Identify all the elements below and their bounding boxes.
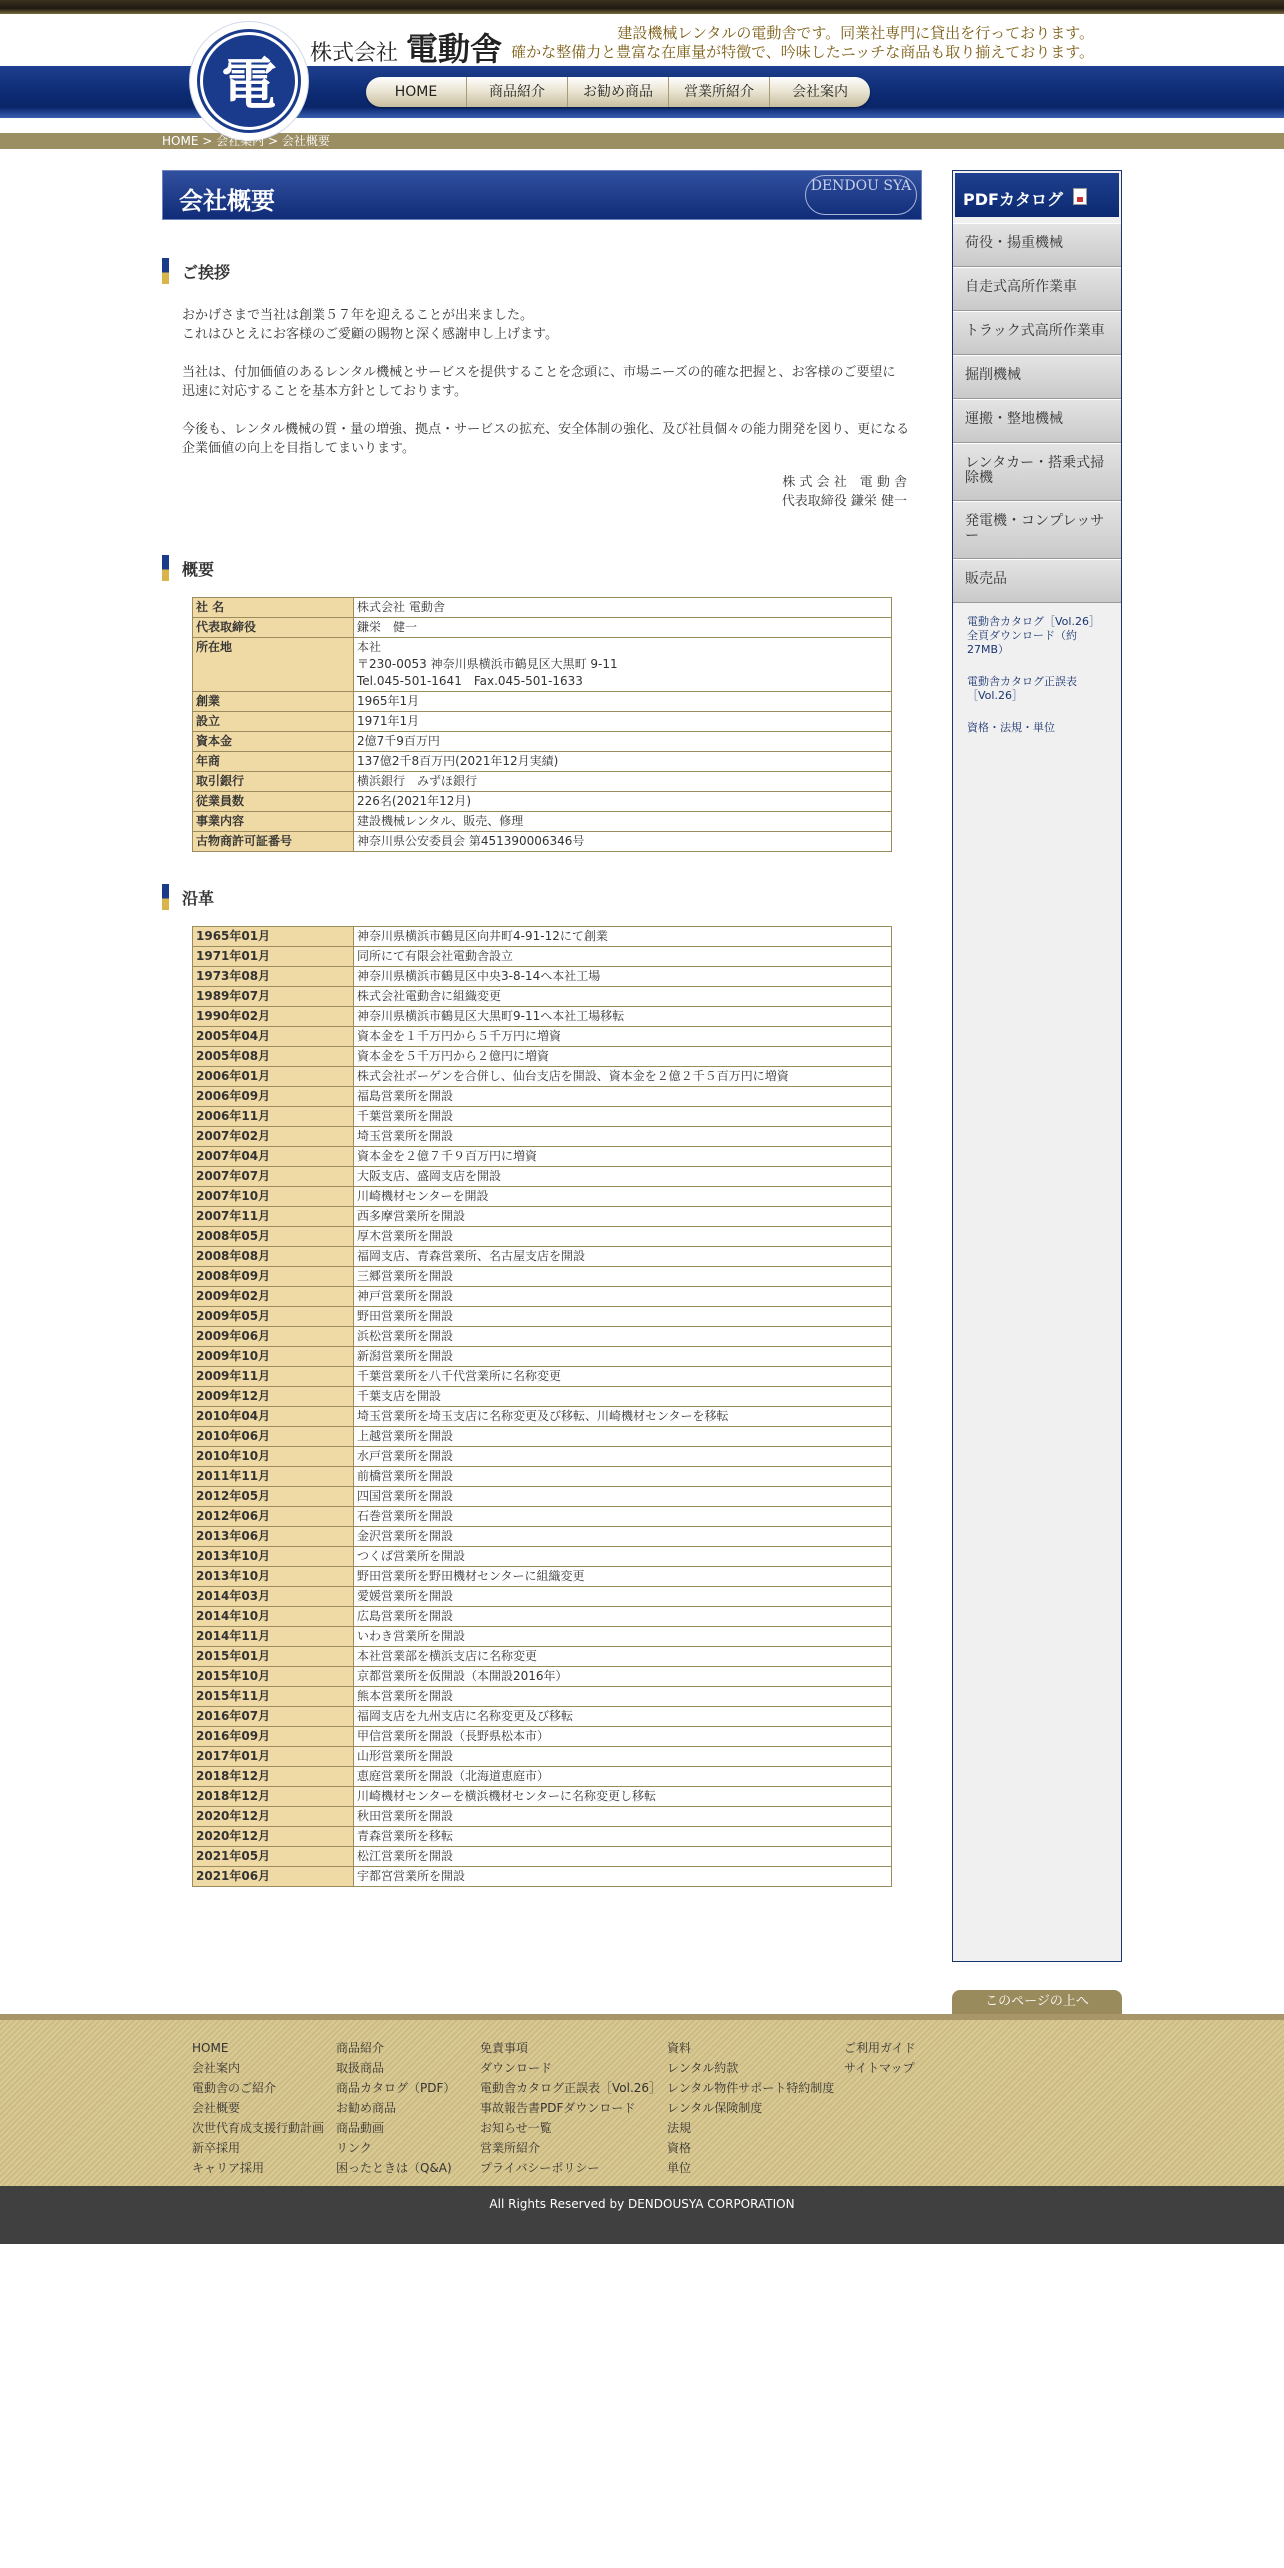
history-date: 2009年12月 xyxy=(193,1387,354,1407)
breadcrumb-home[interactable]: HOME xyxy=(162,134,199,148)
footer-link[interactable]: 資格 xyxy=(667,2141,692,2155)
history-row xyxy=(193,1607,892,1627)
footer-link[interactable]: お知らせ一覧 xyxy=(480,2121,552,2135)
history-row xyxy=(193,1247,892,1267)
sidebar xyxy=(952,170,1122,1962)
history-date: 2012年05月 xyxy=(193,1487,354,1507)
history-event: 松江営業所を開設 xyxy=(354,1847,892,1867)
overview-value: 株式会社 電動舎 xyxy=(354,598,892,618)
history-row xyxy=(193,1427,892,1447)
history-event: 同所にて有限会社電動舎設立 xyxy=(354,947,892,967)
footer-column xyxy=(192,2038,324,2178)
history-row xyxy=(193,1787,892,1807)
overview-row xyxy=(193,812,892,832)
history-event: 水戸営業所を開設 xyxy=(354,1447,892,1467)
history-date: 2010年04月 xyxy=(193,1407,354,1427)
overview-row xyxy=(193,752,892,772)
history-date: 1973年08月 xyxy=(193,967,354,987)
category-item[interactable]: 販売品 xyxy=(953,559,1121,603)
history-date: 1990年02月 xyxy=(193,1007,354,1027)
pdf-catalog-header[interactable] xyxy=(955,173,1119,217)
category-item[interactable]: 自走式高所作業車 xyxy=(953,267,1121,311)
errata-link[interactable]: 電動舎カタログ正誤表［Vol.26］ xyxy=(967,675,1077,702)
pdf-catalog-title: PDFカタログ xyxy=(963,190,1063,209)
overview-value: 1965年1月 xyxy=(354,692,892,712)
copyright-text: All Rights Reserved by DENDOUSYA CORPORATION xyxy=(489,2197,795,2211)
history-heading xyxy=(162,884,922,910)
history-row xyxy=(193,1507,892,1527)
history-date: 2014年10月 xyxy=(193,1607,354,1627)
history-date: 2007年07月 xyxy=(193,1167,354,1187)
history-event: 福岡支店を九州支店に名称変更及び移転 xyxy=(354,1707,892,1727)
page-top-button[interactable]: このページの上へ xyxy=(952,1990,1122,2014)
company-logo[interactable] xyxy=(190,22,308,140)
history-row xyxy=(193,1627,892,1647)
main-nav xyxy=(366,77,870,107)
overview-value: 137億2千8百万円(2021年12月実績) xyxy=(354,752,892,772)
history-event: 山形営業所を開設 xyxy=(354,1747,892,1767)
history-event: 神奈川県横浜市鶴見区大黒町9-11へ本社工場移転 xyxy=(354,1007,892,1027)
footer-link[interactable]: 事故報告書PDFダウンロード xyxy=(480,2101,636,2115)
history-date: 2016年09月 xyxy=(193,1727,354,1747)
history-row xyxy=(193,1707,892,1727)
history-event: 資本金を５千万円から２億円に増資 xyxy=(354,1047,892,1067)
history-row xyxy=(193,1467,892,1487)
history-event: 埼玉営業所を開設 xyxy=(354,1127,892,1147)
history-row xyxy=(193,1867,892,1887)
overview-value: 横浜銀行 みずほ銀行 xyxy=(354,772,892,792)
history-date: 2018年12月 xyxy=(193,1767,354,1787)
catalog-links xyxy=(953,603,1121,735)
breadcrumb xyxy=(162,134,330,148)
history-date: 1989年07月 xyxy=(193,987,354,1007)
footer-link[interactable]: サイトマップ xyxy=(844,2061,915,2075)
breadcrumb-separator: > xyxy=(202,134,213,148)
greeting-line: 企業価値の向上を目指してまいります。 xyxy=(182,441,415,456)
catalog-download-link[interactable]: 電動舎カタログ［Vol.26］全頁ダウンロード（約27MB） xyxy=(967,615,1100,656)
history-row xyxy=(193,967,892,987)
history-row xyxy=(193,1687,892,1707)
history-date: 2014年11月 xyxy=(193,1627,354,1647)
history-date: 2010年06月 xyxy=(193,1427,354,1447)
tagline xyxy=(511,24,1094,62)
greeting-paragraph xyxy=(182,420,912,458)
history-table xyxy=(192,926,892,1887)
company-name-main: 電動舎 xyxy=(406,30,503,68)
history-row xyxy=(193,1347,892,1367)
footer-link[interactable]: ご利用ガイド xyxy=(844,2041,916,2055)
history-date: 2013年10月 xyxy=(193,1567,354,1587)
history-event: 厚木営業所を開設 xyxy=(354,1227,892,1247)
history-row xyxy=(193,1487,892,1507)
overview-key: 設立 xyxy=(193,712,354,732)
breadcrumb-company[interactable]: 会社案内 xyxy=(216,134,265,148)
history-row xyxy=(193,1447,892,1467)
overview-key: 年商 xyxy=(193,752,354,772)
history-row xyxy=(193,947,892,967)
greeting-line: おかげさまで当社は創業５７年を迎えることが出来ました。 xyxy=(182,308,534,323)
history-date: 1965年01月 xyxy=(193,927,354,947)
history-row xyxy=(193,1007,892,1027)
greeting-heading-label: ご挨拶 xyxy=(182,263,231,282)
footer-link[interactable]: 資料 xyxy=(667,2041,692,2055)
history-row xyxy=(193,1527,892,1547)
history-event: いわき営業所を開設 xyxy=(354,1627,892,1647)
overview-value: 神奈川県公安委員会 第451390006346号 xyxy=(354,832,892,852)
footer-link[interactable]: 単位 xyxy=(667,2161,692,2175)
greeting-heading xyxy=(162,258,922,284)
overview-key: 創業 xyxy=(193,692,354,712)
top-strip xyxy=(0,0,1284,14)
history-event: 西多摩営業所を開設 xyxy=(354,1207,892,1227)
history-date: 2012年06月 xyxy=(193,1507,354,1527)
nav-band-lower xyxy=(0,108,1284,118)
page-title-bar xyxy=(162,170,922,220)
footer-link[interactable]: 会社概要 xyxy=(192,2101,241,2115)
history-date: 2010年10月 xyxy=(193,1447,354,1467)
greeting-line: これはひとえにお客様のご愛顧の賜物と深く感謝申し上げます。 xyxy=(182,327,558,342)
footer-link[interactable]: リンク xyxy=(336,2141,372,2155)
history-date: 2009年02月 xyxy=(193,1287,354,1307)
history-row xyxy=(193,1067,892,1087)
overview-row xyxy=(193,692,892,712)
overview-table xyxy=(192,597,892,852)
history-date: 2009年11月 xyxy=(193,1367,354,1387)
history-event: 三郷営業所を開設 xyxy=(354,1267,892,1287)
history-event: 千葉営業所を開設 xyxy=(354,1107,892,1127)
footer-link[interactable]: 法規 xyxy=(667,2121,692,2135)
nav-offices[interactable]: 営業所紹介 xyxy=(669,77,770,107)
footer-link[interactable]: 困ったときは（Q&A) xyxy=(336,2161,452,2175)
history-event: 神奈川県横浜市鶴見区向井町4-91-12にて創業 xyxy=(354,927,892,947)
history-date: 2006年01月 xyxy=(193,1067,354,1087)
heading-marker xyxy=(162,884,169,910)
history-event: 京都営業所を仮開設（本開設2016年） xyxy=(354,1667,892,1687)
overview-key: 取引銀行 xyxy=(193,772,354,792)
overview-value: 1971年1月 xyxy=(354,712,892,732)
history-row xyxy=(193,1367,892,1387)
history-date: 2007年11月 xyxy=(193,1207,354,1227)
category-item[interactable]: レンタカー・搭乗式掃除機 xyxy=(953,443,1121,501)
history-event: 千葉支店を開設 xyxy=(354,1387,892,1407)
history-row xyxy=(193,1127,892,1147)
footer-link[interactable]: 新卒採用 xyxy=(192,2141,241,2155)
history-event: 千葉営業所を八千代営業所に名称変更 xyxy=(354,1367,892,1387)
history-row xyxy=(193,1327,892,1347)
history-row xyxy=(193,1267,892,1287)
history-date: 2009年10月 xyxy=(193,1347,354,1367)
footer-column xyxy=(336,2038,468,2178)
history-row xyxy=(193,1027,892,1047)
history-row xyxy=(193,1407,892,1427)
history-row xyxy=(193,1227,892,1247)
history-date: 2007年04月 xyxy=(193,1147,354,1167)
nav-products[interactable]: 商品紹介 xyxy=(467,77,568,107)
history-date: 1971年01月 xyxy=(193,947,354,967)
history-date: 2020年12月 xyxy=(193,1827,354,1847)
history-event: 金沢営業所を開設 xyxy=(354,1527,892,1547)
history-row xyxy=(193,1727,892,1747)
footer-link[interactable]: 商品動画 xyxy=(336,2121,385,2135)
footer-link[interactable]: 会社案内 xyxy=(192,2061,241,2075)
history-event: 野田営業所を開設 xyxy=(354,1307,892,1327)
history-event: 川崎機材センターを開設 xyxy=(354,1187,892,1207)
history-event: 青森営業所を移転 xyxy=(354,1827,892,1847)
history-event: 神奈川県横浜市鶴見区中央3-8-14へ本社工場 xyxy=(354,967,892,987)
history-row xyxy=(193,1207,892,1227)
footer-link[interactable]: お勧め商品 xyxy=(336,2101,397,2115)
overview-key: 所在地 xyxy=(193,638,354,692)
history-event: 浜松営業所を開設 xyxy=(354,1327,892,1347)
history-row xyxy=(193,1667,892,1687)
site-header xyxy=(0,0,1284,148)
history-event: 資本金を２億７千９百万円に増資 xyxy=(354,1147,892,1167)
title-emblem: DENDOU SYA xyxy=(805,175,917,215)
footer-link[interactable]: 商品カタログ（PDF） xyxy=(336,2081,456,2095)
history-date: 2005年08月 xyxy=(193,1047,354,1067)
history-row xyxy=(193,1807,892,1827)
overview-row xyxy=(193,598,892,618)
history-row xyxy=(193,1107,892,1127)
history-date: 2006年09月 xyxy=(193,1087,354,1107)
tagline-line-1: 建設機械レンタルの電動舎です。同業社専門に貸出を行っております。 xyxy=(617,24,1094,42)
history-date: 2018年12月 xyxy=(193,1787,354,1807)
history-row xyxy=(193,1147,892,1167)
history-date: 2008年08月 xyxy=(193,1247,354,1267)
footer-column xyxy=(844,2038,944,2178)
history-date: 2005年04月 xyxy=(193,1027,354,1047)
history-event: つくば営業所を開設 xyxy=(354,1547,892,1567)
footer-link[interactable]: 取扱商品 xyxy=(336,2061,385,2075)
greeting-line: 当社は、付加価値のあるレンタル機械とサービスを提供することを念頭に、市場ニーズの的確な把握と、お客様のご要望に xyxy=(182,365,896,380)
overview-key: 従業員数 xyxy=(193,792,354,812)
signature-representative: 代表取締役 鎌栄 健一 xyxy=(781,494,907,509)
footer-link[interactable]: レンタル約款 xyxy=(667,2061,739,2075)
overview-row xyxy=(193,832,892,852)
category-item[interactable]: 荷役・揚重機械 xyxy=(953,223,1121,267)
overview-row xyxy=(193,638,892,692)
history-row xyxy=(193,1647,892,1667)
history-event: 愛媛営業所を開設 xyxy=(354,1587,892,1607)
category-item[interactable]: 掘削機械 xyxy=(953,355,1121,399)
history-row xyxy=(193,1547,892,1567)
history-row xyxy=(193,1087,892,1107)
history-date: 2015年01月 xyxy=(193,1647,354,1667)
history-row xyxy=(193,1587,892,1607)
greeting-paragraph xyxy=(182,363,912,401)
greeting-paragraph xyxy=(182,306,912,344)
address-line: 〒230-0053 神奈川県横浜市鶴見区大黒町 9-11 xyxy=(357,657,618,671)
footer-link[interactable]: 免責事項 xyxy=(480,2041,529,2055)
signature-company: 株 式 会 社 電 動 舎 xyxy=(782,475,907,490)
footer-link[interactable]: レンタル物件サポート特約制度 xyxy=(667,2081,835,2095)
history-row xyxy=(193,1747,892,1767)
footer-link[interactable]: 営業所紹介 xyxy=(480,2141,541,2155)
history-date: 2008年05月 xyxy=(193,1227,354,1247)
history-event: 埼玉営業所を埼玉支店に名称変更及び移転、川崎機材センターを移転 xyxy=(354,1407,892,1427)
history-event: 株式会社ボーゲンを合併し、仙台支店を開設、資本金を２億２千５百万円に増資 xyxy=(354,1067,892,1087)
history-event: 四国営業所を開設 xyxy=(354,1487,892,1507)
signature xyxy=(162,473,907,511)
history-date: 2017年01月 xyxy=(193,1747,354,1767)
footer-links xyxy=(192,2038,956,2178)
heading-marker xyxy=(162,258,169,284)
overview-row xyxy=(193,772,892,792)
overview-row xyxy=(193,732,892,752)
tagline-line-2: 確かな整備力と豊富な在庫量が特徴で、吟味したニッチな商品も取り揃えております。 xyxy=(511,43,1094,61)
history-date: 2013年06月 xyxy=(193,1527,354,1547)
footer-column xyxy=(667,2038,835,2178)
history-event: 福島営業所を開設 xyxy=(354,1087,892,1107)
footer-link[interactable]: 商品紹介 xyxy=(336,2041,385,2055)
main-content xyxy=(162,170,922,1887)
history-date: 2007年10月 xyxy=(193,1187,354,1207)
contact-line: Tel.045-501-1641 Fax.045-501-1633 xyxy=(357,674,583,688)
overview-heading-label: 概要 xyxy=(182,560,215,579)
history-row xyxy=(193,1187,892,1207)
category-item[interactable]: 運搬・整地機械 xyxy=(953,399,1121,443)
history-row xyxy=(193,1307,892,1327)
overview-row xyxy=(193,792,892,812)
history-date: 2015年11月 xyxy=(193,1687,354,1707)
footer-link[interactable]: ダウンロード xyxy=(480,2061,553,2075)
page-title: 会社概要 xyxy=(179,187,275,215)
history-row xyxy=(193,1567,892,1587)
history-date: 2006年11月 xyxy=(193,1107,354,1127)
history-event: 石巻営業所を開設 xyxy=(354,1507,892,1527)
copyright-bar xyxy=(0,2186,1284,2244)
footer-link[interactable]: キャリア採用 xyxy=(192,2161,265,2175)
site-footer xyxy=(0,2014,1284,2186)
history-row xyxy=(193,1847,892,1867)
history-event: 甲信営業所を開設（長野県松本市） xyxy=(354,1727,892,1747)
overview-value xyxy=(354,638,892,692)
overview-row xyxy=(193,712,892,732)
history-date: 2008年09月 xyxy=(193,1267,354,1287)
history-event: 秋田営業所を開設 xyxy=(354,1807,892,1827)
history-date: 2013年10月 xyxy=(193,1547,354,1567)
footer-column xyxy=(480,2038,662,2178)
nav-recommended[interactable]: お勧め商品 xyxy=(568,77,669,107)
category-item[interactable]: トラック式高所作業車 xyxy=(953,311,1121,355)
breadcrumb-separator: > xyxy=(267,134,279,148)
history-date: 2014年03月 xyxy=(193,1587,354,1607)
history-event: 福岡支店、青森営業所、名古屋支店を開設 xyxy=(354,1247,892,1267)
footer-link[interactable]: 電動舎のご紹介 xyxy=(192,2081,277,2095)
footer-link[interactable]: 次世代育成支援行動計画 xyxy=(192,2121,325,2135)
history-date: 2021年06月 xyxy=(193,1867,354,1887)
logo-mark: 電 xyxy=(200,32,298,130)
overview-key: 事業内容 xyxy=(193,812,354,832)
history-event: 前橋営業所を開設 xyxy=(354,1467,892,1487)
history-date: 2009年05月 xyxy=(193,1307,354,1327)
nav-company[interactable]: 会社案内 xyxy=(792,84,848,100)
overview-key: 古物商許可証番号 xyxy=(193,832,354,852)
history-date: 2016年07月 xyxy=(193,1707,354,1727)
history-event: 広島営業所を開設 xyxy=(354,1607,892,1627)
pdf-icon xyxy=(1073,188,1087,205)
history-event: 上越営業所を開設 xyxy=(354,1427,892,1447)
overview-key: 社 名 xyxy=(193,598,354,618)
history-event: 熊本営業所を開設 xyxy=(354,1687,892,1707)
history-row xyxy=(193,1387,892,1407)
history-row xyxy=(193,1047,892,1067)
category-item[interactable]: 発電機・コンプレッサー xyxy=(953,501,1121,559)
overview-row xyxy=(193,618,892,638)
overview-heading xyxy=(162,555,922,581)
history-date: 2007年02月 xyxy=(193,1127,354,1147)
overview-key: 代表取締役 xyxy=(193,618,354,638)
history-event: 宇都宮営業所を開設 xyxy=(354,1867,892,1887)
history-row xyxy=(193,1767,892,1787)
greeting-text xyxy=(182,306,912,458)
breadcrumb-current: 会社概要 xyxy=(281,134,330,148)
history-row xyxy=(193,1287,892,1307)
history-row xyxy=(193,1167,892,1187)
greeting-line: 今後も、レンタル機械の質・量の増強、拠点・サービスの拡充、安全体制の強化、及び社員個々の能力開発を図り、更になる xyxy=(182,422,910,437)
history-date: 2020年12月 xyxy=(193,1807,354,1827)
history-date: 2015年10月 xyxy=(193,1667,354,1687)
overview-value: 建設機械レンタル、販売、修理 xyxy=(354,812,892,832)
history-event: 株式会社電動舎に組織変更 xyxy=(354,987,892,1007)
history-event: 新潟営業所を開設 xyxy=(354,1347,892,1367)
footer-link[interactable]: プライバシーポリシー xyxy=(480,2161,600,2175)
company-prefix: 株式会社 xyxy=(310,41,399,66)
nav-home[interactable]: HOME xyxy=(366,77,467,107)
footer-link[interactable]: 電動舎カタログ正誤表［Vol.26］ xyxy=(480,2081,662,2095)
overview-value: 2億7千9百万円 xyxy=(354,732,892,752)
overview-value: 226名(2021年12月) xyxy=(354,792,892,812)
company-name[interactable] xyxy=(310,24,502,70)
overview-key: 資本金 xyxy=(193,732,354,752)
history-event: 資本金を１千万円から５千万円に増資 xyxy=(354,1027,892,1047)
overview-value: 鎌栄 健一 xyxy=(354,618,892,638)
history-row xyxy=(193,1827,892,1847)
footer-link[interactable]: レンタル保険制度 xyxy=(667,2101,763,2115)
history-date: 2009年06月 xyxy=(193,1327,354,1347)
history-date: 2011年11月 xyxy=(193,1467,354,1487)
regulations-link[interactable]: 資格・法規・単位 xyxy=(967,721,1055,734)
history-row xyxy=(193,927,892,947)
history-date: 2021年05月 xyxy=(193,1847,354,1867)
history-event: 大阪支店、盛岡支店を開設 xyxy=(354,1167,892,1187)
history-heading-label: 沿革 xyxy=(182,889,215,908)
history-event: 川崎機材センターを横浜機材センターに名称変更し移転 xyxy=(354,1787,892,1807)
greeting-line: 迅速に対応することを基本方針としております。 xyxy=(182,384,467,399)
history-event: 野田営業所を野田機材センターに組織変更 xyxy=(354,1567,892,1587)
footer-link[interactable]: HOME xyxy=(192,2041,229,2055)
history-row xyxy=(193,987,892,1007)
category-list xyxy=(953,223,1121,753)
history-event: 神戸営業所を開設 xyxy=(354,1287,892,1307)
address-label: 本社 xyxy=(357,640,382,654)
history-event: 恵庭営業所を開設（北海道恵庭市） xyxy=(354,1767,892,1787)
heading-marker xyxy=(162,555,169,581)
history-event: 本社営業部を横浜支店に名称変更 xyxy=(354,1647,892,1667)
